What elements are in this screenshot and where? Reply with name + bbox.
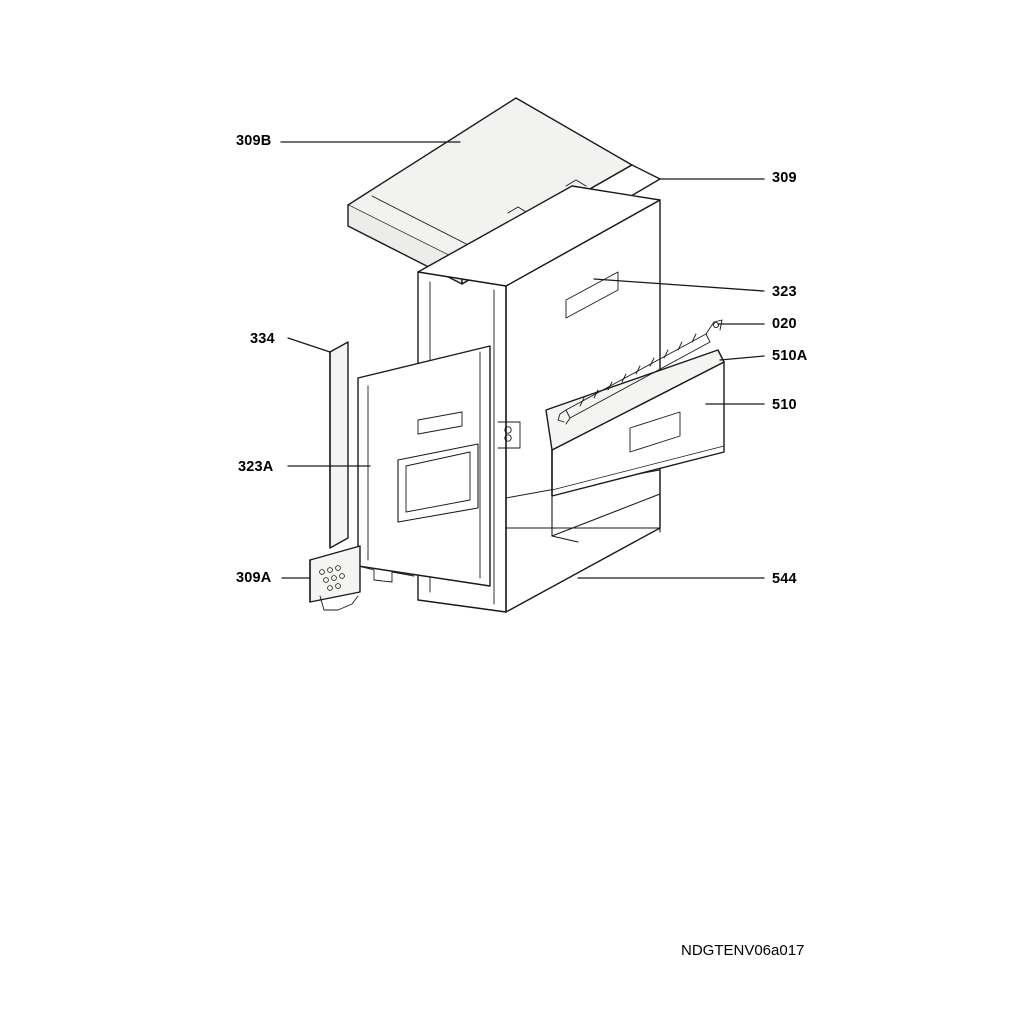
part-334-left-side-panel [330, 342, 348, 548]
leader-line-510A [720, 356, 764, 360]
callout-334: 334 [250, 331, 275, 347]
callout-510A: 510A [772, 348, 808, 364]
callout-020: 020 [772, 316, 797, 332]
leader-line-334 [288, 338, 330, 352]
callout-544: 544 [772, 571, 797, 587]
callout-323: 323 [772, 284, 797, 300]
callout-309B: 309B [236, 133, 272, 149]
part-323A-door-panel [358, 346, 490, 586]
part-309A-bracket [310, 546, 360, 610]
callout-323A: 323A [238, 459, 274, 475]
drawing-code: NDGTENV06a017 [681, 942, 805, 959]
callout-510: 510 [772, 397, 797, 413]
callout-309A: 309A [236, 570, 272, 586]
callout-309: 309 [772, 170, 797, 186]
